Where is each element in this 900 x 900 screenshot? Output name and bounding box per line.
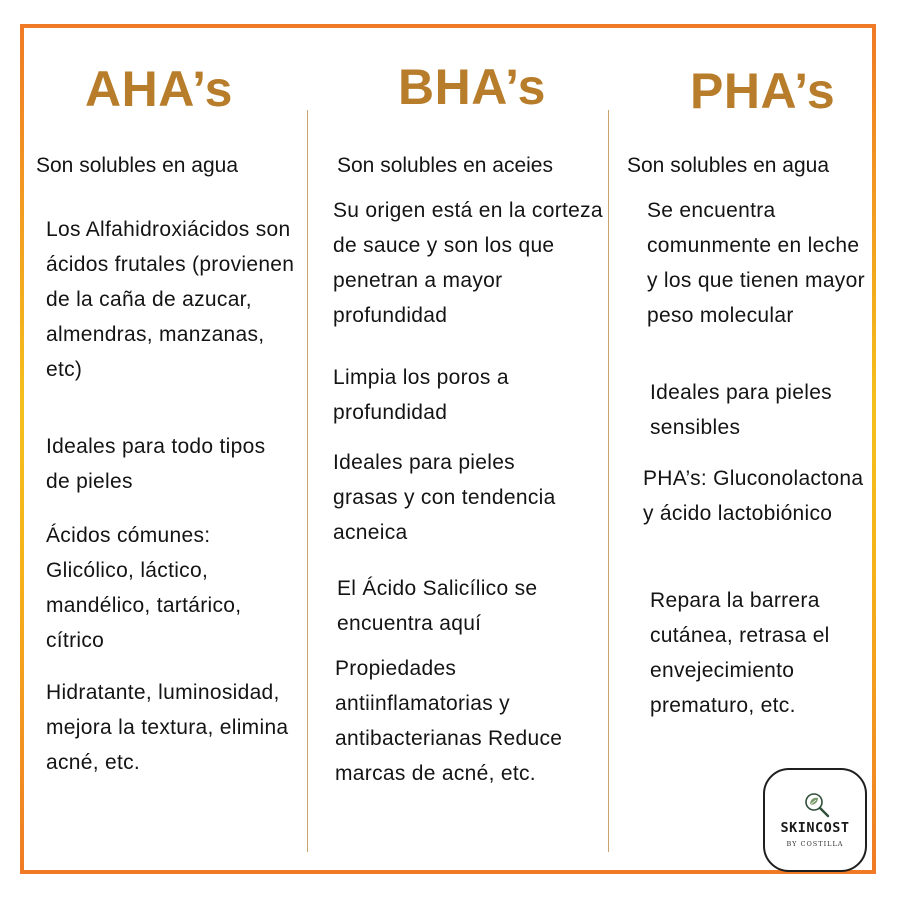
pha-skin-types-text: Ideales para pieles sensibles xyxy=(650,381,832,439)
bha-skin-types-text: Ideales para pieles grasas y con tendencia acneica xyxy=(333,451,556,544)
aha-title: AHA’s xyxy=(85,61,233,117)
skincost-logo xyxy=(763,768,867,872)
column-divider-right xyxy=(608,110,609,852)
logo-brand-name: SKINCOST xyxy=(780,820,850,836)
aha-origin-text: Los Alfahidroxiácidos son ácidos frutales (provienen de la caña de azucar, almendras, manzanas, etc) xyxy=(46,218,295,381)
pha-title: PHA’s xyxy=(690,63,836,119)
bha-origin-text: Su origen está en la corteza de sauce y son los que penetran a mayor profundidad xyxy=(333,199,603,327)
bha-properties-text: Propiedades antiinflamatorias y antibacterianas Reduce marcas de acné, etc. xyxy=(335,657,563,785)
aha-solubility: Son solubles en agua xyxy=(36,154,238,177)
bha-pores-text: Limpia los poros a profundidad xyxy=(333,366,509,424)
pha-benefits-text: Repara la barrera cutánea, retrasa el envejecimiento prematuro, etc. xyxy=(650,589,830,717)
aha-skin-types-text: Ideales para todo tipos de pieles xyxy=(46,435,266,493)
bha-solubility: Son solubles en aceies xyxy=(337,154,553,177)
magnifier-leaf-icon xyxy=(802,790,832,820)
bha-title: BHA’s xyxy=(398,59,546,115)
bha-salicylic-text: El Ácido Salicílico se encuentra aquí xyxy=(337,577,538,635)
pha-origin-text: Se encuentra comunmente en leche y los que tienen mayor peso molecular xyxy=(647,199,865,327)
aha-common-acids-text: Ácidos cómunes: Glicólico, láctico, mandélico, tartárico, cítrico xyxy=(46,524,242,652)
aha-benefits-text: Hidratante, luminosidad, mejora la textura, elimina acné, etc. xyxy=(46,681,289,774)
pha-solubility: Son solubles en agua xyxy=(627,154,829,177)
column-divider-left xyxy=(307,110,308,852)
pha-acids-text: PHA’s: Gluconolactona y ácido lactobiónico xyxy=(643,467,864,525)
logo-byline: BY COSTILLA xyxy=(786,840,844,848)
